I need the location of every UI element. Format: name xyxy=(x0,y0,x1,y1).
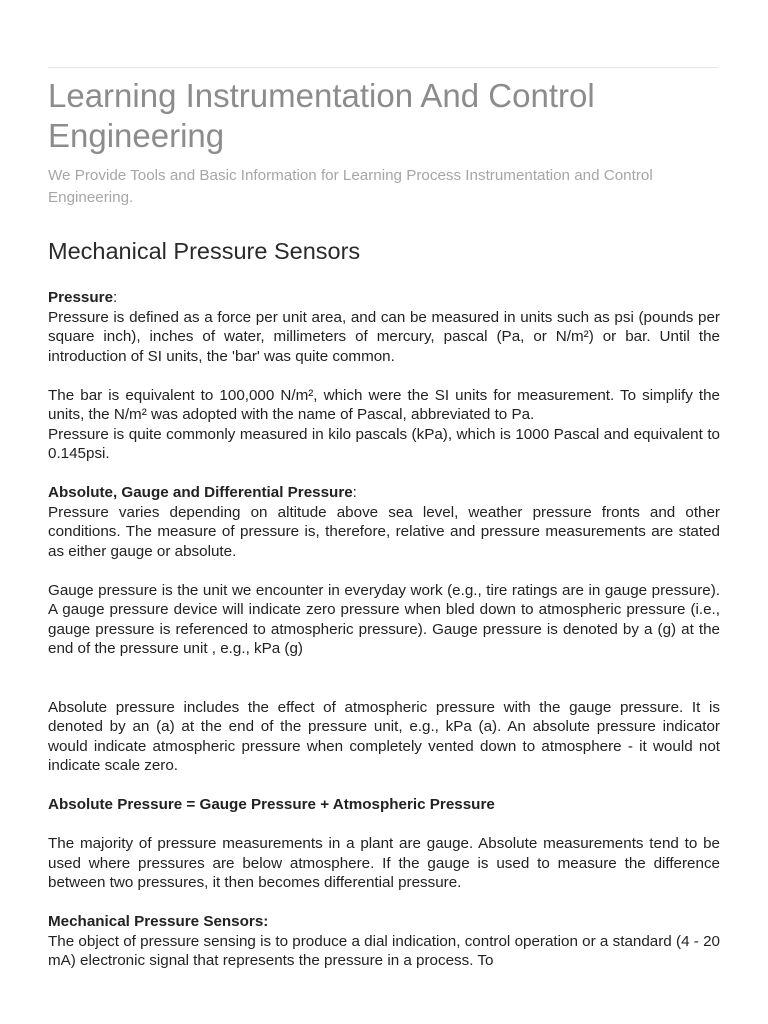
mps-paragraph-1: The object of pressure sensing is to produce a dial indication, control operation or a standard (4 - 20 mA) electronic signal that represents the pressure in a process. To xyxy=(48,932,720,969)
pressure-paragraph-1: Pressure is defined as a force per unit area, and can be measured in units such as psi (pounds per square inch), inches of water, millimeters of mercury, pascal (Pa, or N/m²) or bar. Until the introduction of SI units, the 'bar' was quite common. xyxy=(48,308,720,365)
header-divider xyxy=(48,67,718,68)
pressure-paragraph-2: The bar is equivalent to 100,000 N/m², which were the SI units for measurement. To simplify the units, the N/m² was adopted with the name of Pascal, abbreviated to Pa. xyxy=(48,386,720,423)
pressure-heading: Pressure xyxy=(48,289,114,306)
agd-paragraph-1: Pressure varies depending on altitude above sea level, weather pressure fronts and other conditions. The measure of pressure is, therefore, relative and pressure measurements are stated as either gauge or absolute. xyxy=(48,503,720,560)
agd-heading: Absolute, Gauge and Differential Pressure xyxy=(48,484,353,501)
heading-colon: : xyxy=(113,289,118,306)
agd-paragraph-4: The majority of pressure measurements in a plant are gauge. Absolute measurements tend to be used where pressures are below atmosphere. If the gauge is used to measure the difference between two pressures, it then becomes differential pressure. xyxy=(48,835,720,891)
mps-heading-line xyxy=(48,912,720,932)
pressure-paragraph-3: Pressure is quite commonly measured in kilo pascals (kPa), which is 1000 Pascal and equivalent to 0.145psi. xyxy=(48,425,720,462)
agd-paragraph-2: Gauge pressure is the unit we encounter in everyday work (e.g., tire ratings are in gauge pressure). A gauge pressure device will indicate zero pressure when bled down to atmospheric pressure (i.e., gauge pressure is referenced to atmospheric pressure). Gauge pressure is denoted by a (g) at the end of the pressure unit , e.g., kPa (g) xyxy=(48,581,720,657)
mps-heading: Mechanical Pressure Sensors: xyxy=(48,913,269,930)
site-description: We Provide Tools and Basic Information for Learning Process Instrumentation and Control Engineering. xyxy=(48,167,653,206)
heading-colon: : xyxy=(352,484,357,501)
agd-heading-line xyxy=(48,483,720,503)
formula-text: Absolute Pressure = Gauge Pressure + Atmospheric Pressure xyxy=(48,796,495,813)
agd-paragraph-3: Absolute pressure includes the effect of atmospheric pressure with the gauge pressure. It is denoted by an (a) at the end of the pressure unit, e.g., kPa (a). An absolute pressure indicator would indicate atmospheric pressure when completely vented down to atmosphere - it would not indicate scale zero. xyxy=(48,698,720,774)
site-title[interactable]: Learning Instrumentation And Control Engineering xyxy=(48,77,595,154)
post-title: Mechanical Pressure Sensors xyxy=(48,238,361,264)
post-body xyxy=(48,288,720,971)
pressure-heading-line xyxy=(48,288,720,308)
pressure-formula xyxy=(48,795,720,815)
